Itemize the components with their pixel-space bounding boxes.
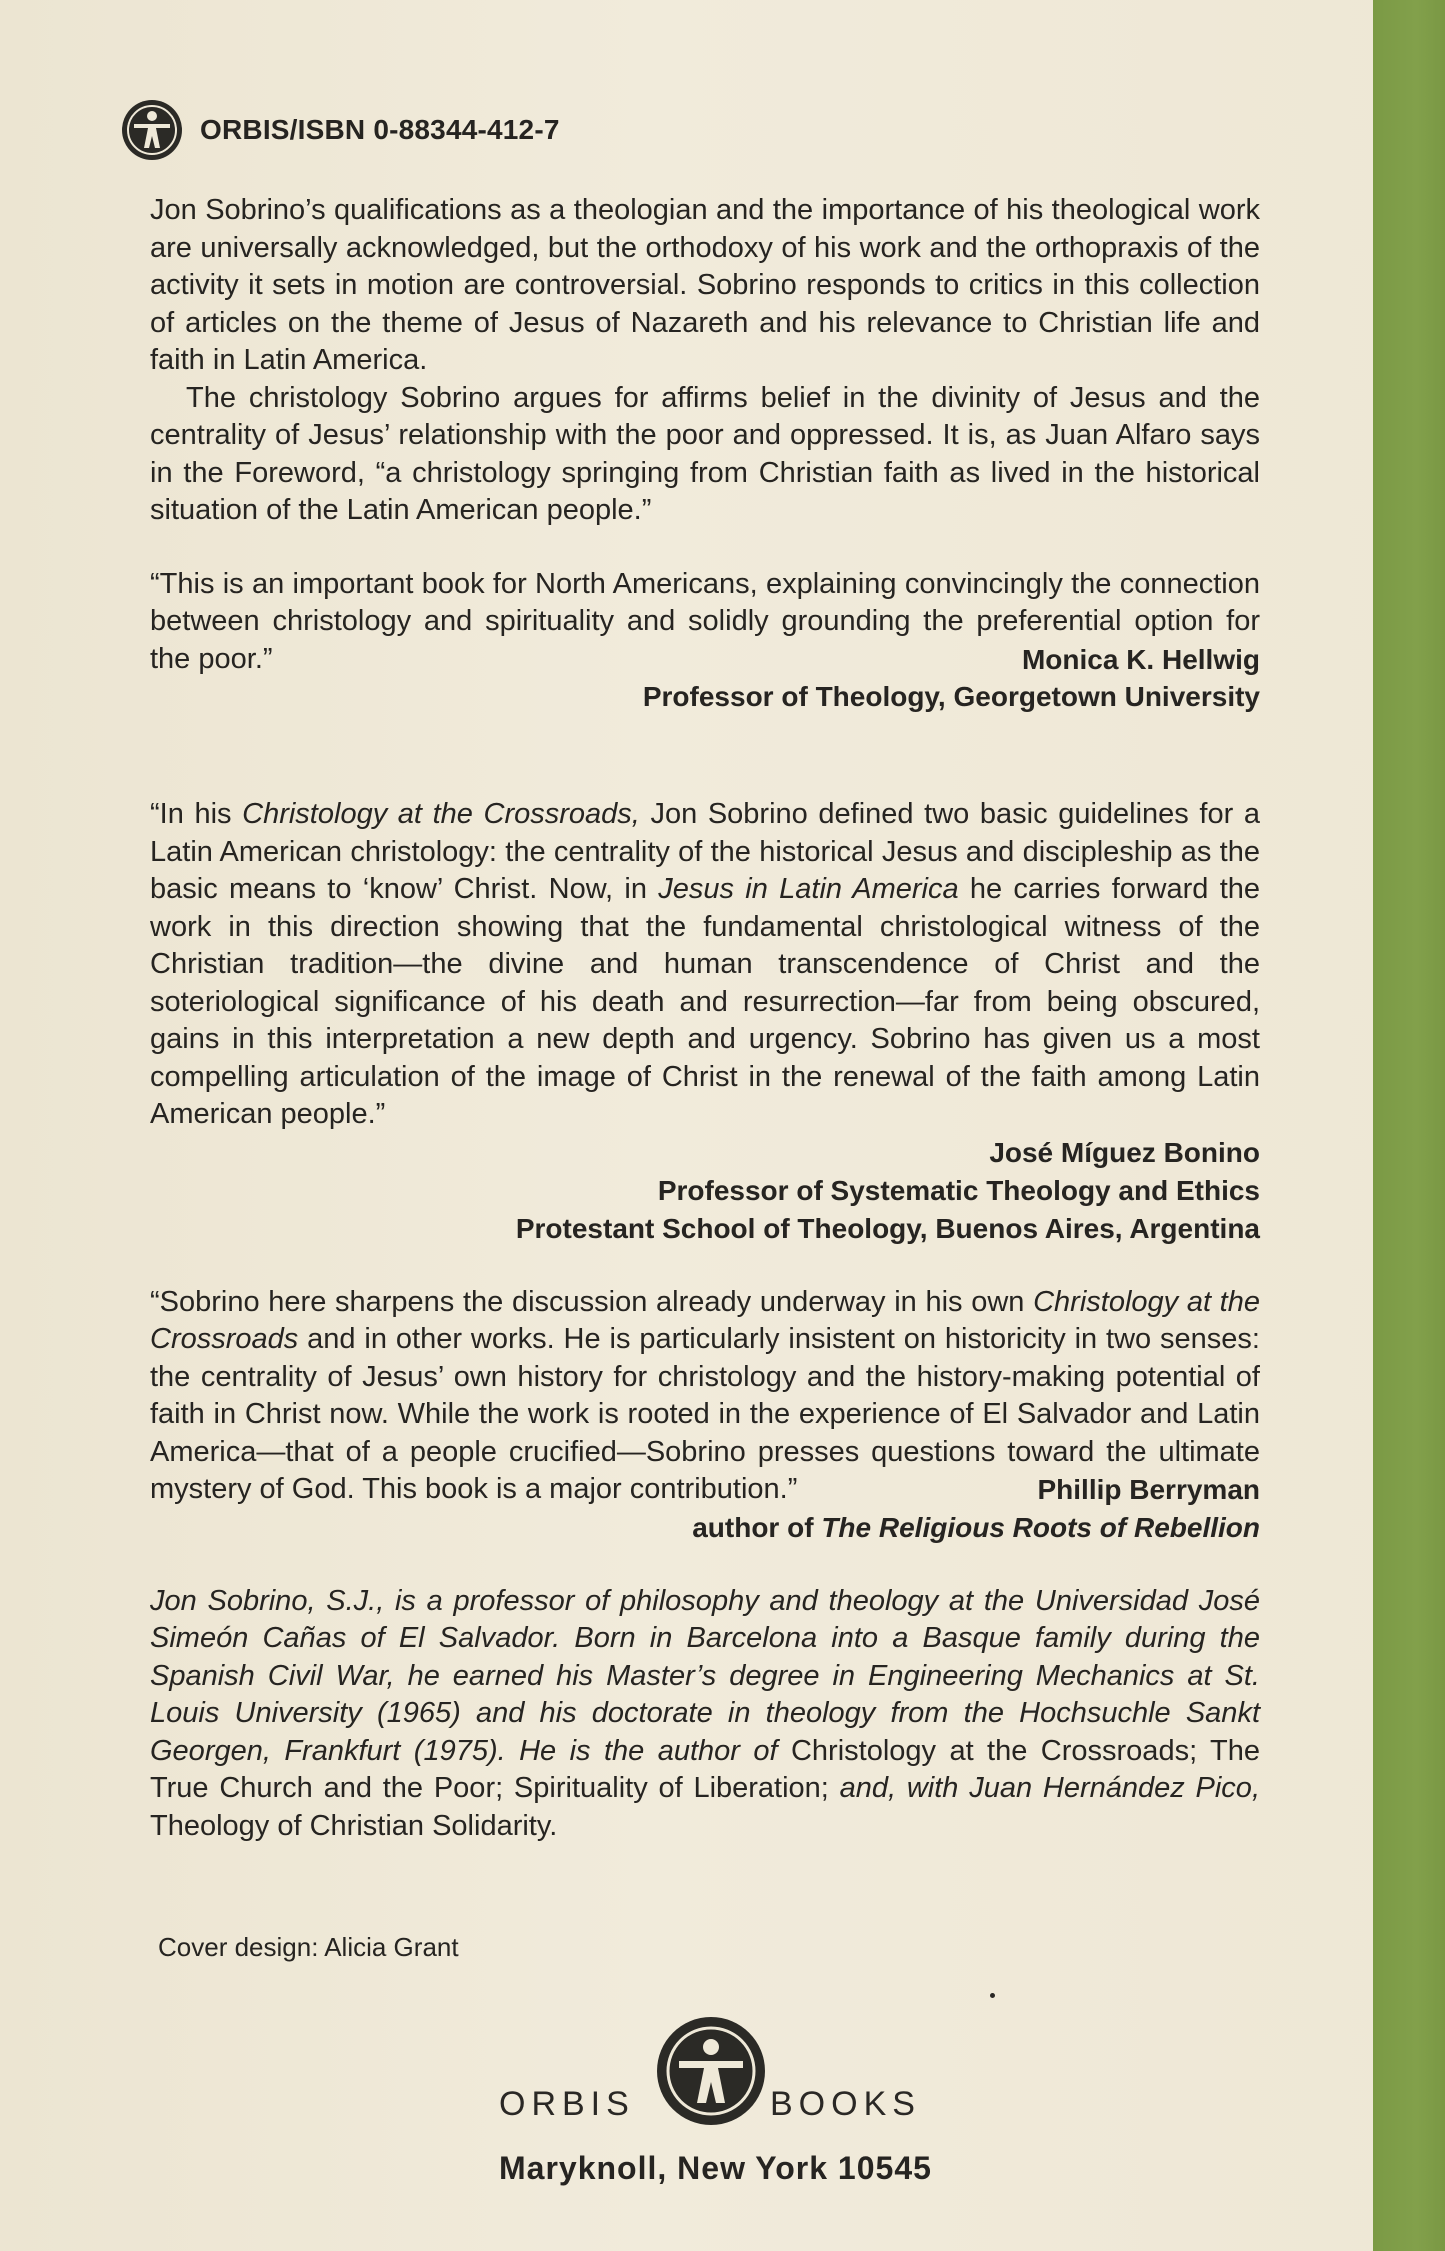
cover-design-credit: Cover design: Alicia Grant (158, 1932, 459, 1962)
print-speck (990, 1993, 995, 1998)
orbis-figure-icon (120, 98, 184, 162)
author-bio: Jon Sobrino, S.J., is a professor of philosophy and theology at the Universidad José Simeón Cañas of El Salvador. Born in Barcelona into a Basque family during the Spanish Civil War, he earned his Master’s degree in Engineering Mechanics at St. Louis University (1965) and his doctorate in theology from the Hochsuchle Sankt Georgen, Frankfurt (1975). He is the author of Christology at the Crossroads; The True Church and the Poor; Spirituality of Liberation; and, with Juan Hernández Pico, Theology of Christian Solidarity. (150, 1584, 1260, 1842)
description-paragraph-1: Jon Sobrino’s qualifications as a theologian and the importance of his theological work are universally acknowledged, but the orthodoxy of his work and the orthopraxis of the activity it sets in motion are controversial. Sobrino responds to critics in this collection of articles on the theme of Jesus of Nazareth and his relevance to Christian life and faith in Latin America. (150, 194, 1260, 376)
publisher-word-left: ORBIS (499, 2085, 635, 2123)
publisher-logo-row (495, 2015, 955, 2125)
endorser-title: author of The Religious Roots of Rebellion (692, 1511, 1260, 1543)
publisher-address: Maryknoll, New York 10545 (499, 2150, 932, 2186)
back-cover-text (150, 192, 1260, 1845)
endorsement-quote: “Sobrino here sharpens the discussion already underway in his own Christology at the Crossroads and in other works. He is particularly insistent on historicity in two senses: the centrality of Jesus’ own history for christology and the history-making potential of faith in Christ now. While the work is rooted in the experience of El Salvador and Latin America—that of a people crucified—Sobrino presses questions toward the ultimate mystery of God. This book is a major contribution.” Phillip Berryman (150, 1284, 1260, 1509)
endorsement-hellwig (150, 566, 1260, 717)
endorsement-bonino (150, 796, 1260, 1248)
endorser-name: José Míguez Bonino (989, 1136, 1260, 1168)
orbis-figure-icon (655, 2015, 767, 2127)
endorser-title: Professor of Systematic Theology and Ethics (657, 1174, 1260, 1206)
endorsement-quote: “In his Christology at the Crossroads, Jon Sobrino defined two basic guidelines for a Latin American christology: the centrality of the historical Jesus and discipleship as the basic means to ‘know’ Christ. Now, in Jesus in Latin America he carries forward the work in this direction showing that the fundamental christological witness of the Christian tradition—the divine and human transcendence of Christ and the soteriological significance of his death and resurrection—far from being obscured, gains in this interpretation a new depth and urgency. Sobrino has given us a most compelling articulation of the image of Christ in the renewal of the faith among Latin American people.” (150, 798, 1261, 1130)
isbn-number: ORBIS/ISBN 0-88344-412-7 (200, 114, 560, 145)
publisher-imprint (495, 2015, 955, 2215)
publisher-word-right: BOOKS (770, 2085, 921, 2123)
green-spine-stripe (1373, 0, 1445, 2251)
endorsement-quote: “This is an important book for North Americans, explaining convincingly the connection between christology and spirituality and solidly grounding the preferential option for the poor.” Monica K. Hellwig (150, 566, 1260, 679)
endorser-title: Professor of Theology, Georgetown University (642, 681, 1260, 712)
endorser-name: Monica K. Hellwig (1021, 643, 1260, 675)
description-paragraph-2: The christology Sobrino argues for affirms belief in the divinity of Jesus and the centrality of Jesus’ relationship with the poor and oppressed. It is, as Juan Alfaro says in the Foreword, “a christology springing from Christian faith as lived in the historical situation of the Latin American people.” (150, 381, 1260, 526)
endorsement-berryman (150, 1284, 1260, 1547)
isbn-header (120, 95, 560, 165)
endorser-affiliation: Protestant School of Theology, Buenos Aires, Argentina (515, 1212, 1260, 1244)
endorser-name: Phillip Berryman (1037, 1474, 1260, 1505)
